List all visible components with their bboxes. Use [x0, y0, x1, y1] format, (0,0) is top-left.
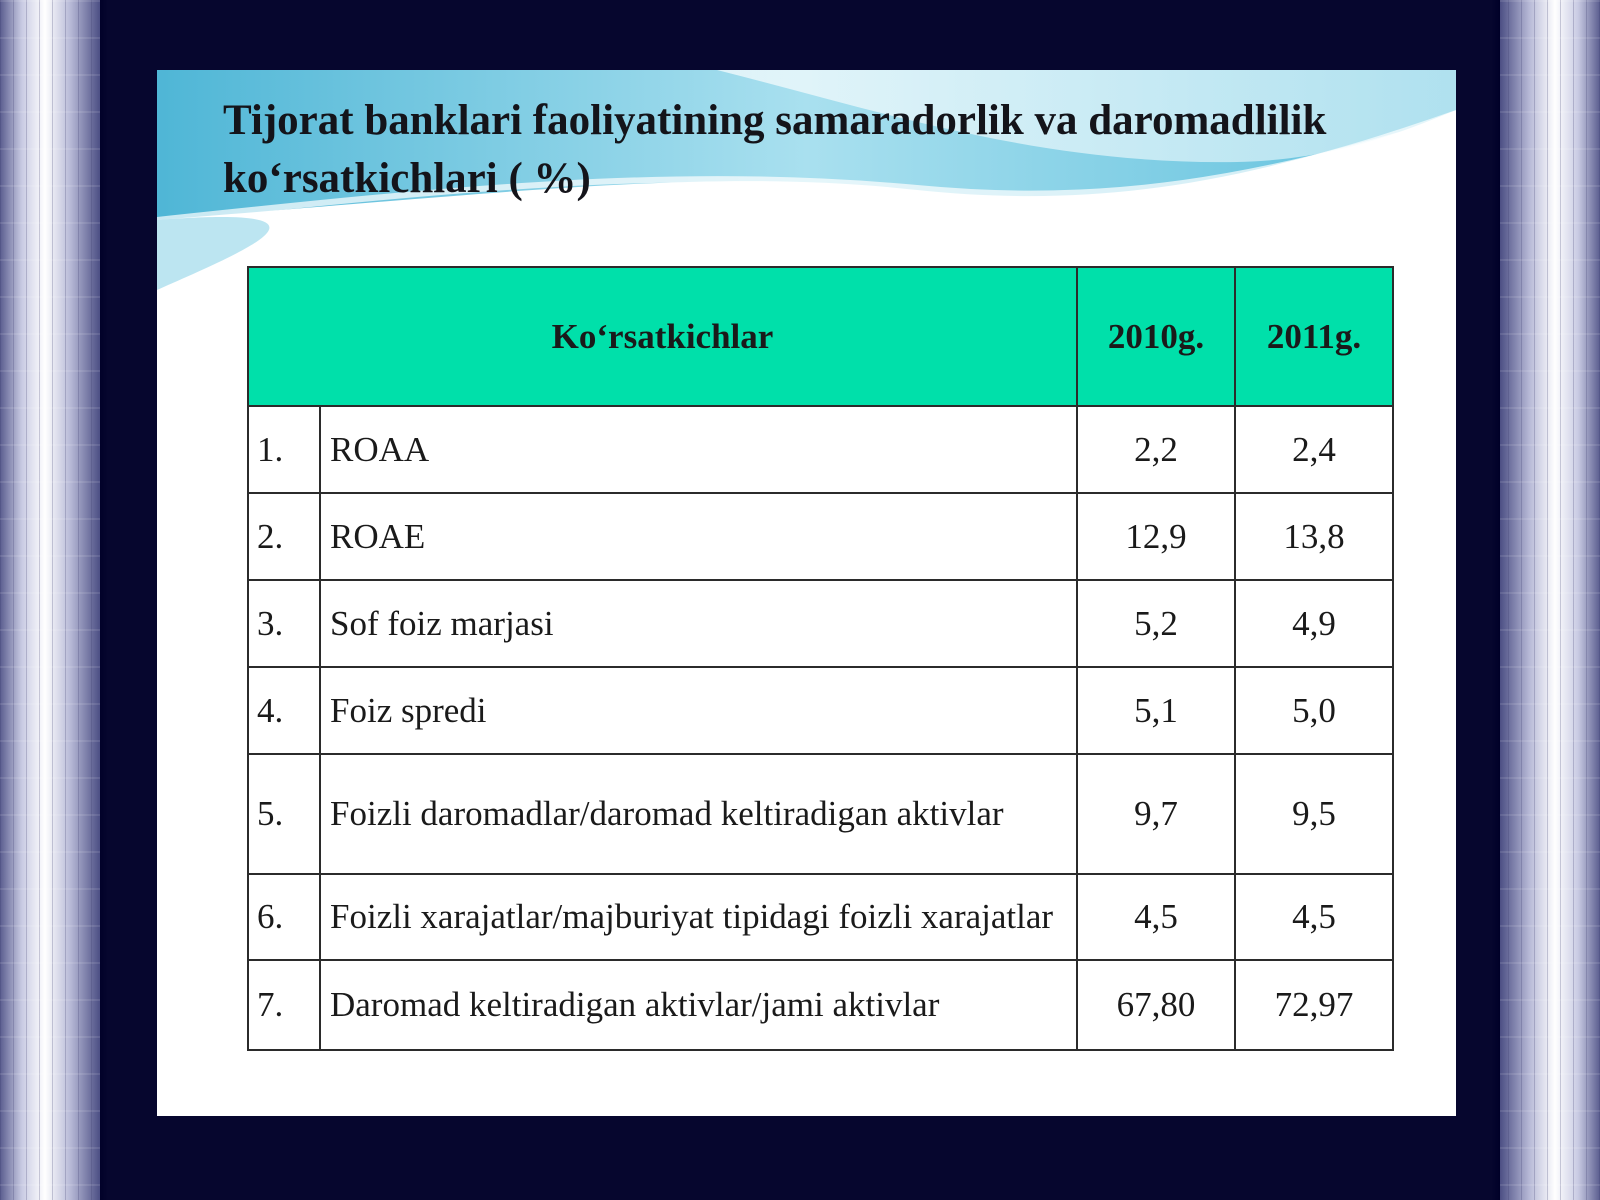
indicators-table — [247, 266, 1394, 1051]
value-2011: 72,97 — [1235, 960, 1393, 1050]
row-label: ROAA — [320, 406, 1077, 493]
value-2010: 67,80 — [1077, 960, 1235, 1050]
value-2011: 4,9 — [1235, 580, 1393, 667]
row-label: Sof foiz marjasi — [320, 580, 1077, 667]
slide — [157, 70, 1456, 1116]
table-row — [248, 874, 1393, 960]
value-2010: 5,2 — [1077, 580, 1235, 667]
table-row — [248, 580, 1393, 667]
header-2010: 2010g. — [1077, 267, 1235, 406]
row-label: Foizli xarajatlar/majburiyat tipidagi foizli xarajatlar — [320, 874, 1077, 960]
value-2011: 5,0 — [1235, 667, 1393, 754]
row-number: 5. — [248, 754, 320, 874]
table-row — [248, 406, 1393, 493]
value-2010: 2,2 — [1077, 406, 1235, 493]
row-number: 3. — [248, 580, 320, 667]
value-2011: 4,5 — [1235, 874, 1393, 960]
table-row — [248, 493, 1393, 580]
value-2011: 9,5 — [1235, 754, 1393, 874]
row-number: 2. — [248, 493, 320, 580]
row-number: 7. — [248, 960, 320, 1050]
table-row — [248, 754, 1393, 874]
row-number: 4. — [248, 667, 320, 754]
slide-title — [223, 92, 1403, 208]
value-2010: 5,1 — [1077, 667, 1235, 754]
value-2010: 12,9 — [1077, 493, 1235, 580]
row-label: Foizli daromadlar/daromad keltiradigan aktivlar — [320, 754, 1077, 874]
header-indicators: Ko‘rsatkichlar — [248, 267, 1077, 406]
slide-title-line-1: Tijorat banklari faoliyatining samaradorlik va daromadlilik — [223, 97, 1327, 144]
value-2010: 4,5 — [1077, 874, 1235, 960]
row-number: 6. — [248, 874, 320, 960]
row-label: Foiz spredi — [320, 667, 1077, 754]
header-2011: 2011g. — [1235, 267, 1393, 406]
value-2011: 2,4 — [1235, 406, 1393, 493]
row-label: Daromad keltiradigan aktivlar/jami aktivlar — [320, 960, 1077, 1050]
value-2010: 9,7 — [1077, 754, 1235, 874]
row-label: ROAE — [320, 493, 1077, 580]
right-decorative-pillar — [1500, 0, 1600, 1200]
value-2011: 13,8 — [1235, 493, 1393, 580]
table-header-row — [248, 267, 1393, 406]
table-row — [248, 960, 1393, 1050]
left-decorative-pillar — [0, 0, 100, 1200]
slide-title-line-2: ko‘rsatkichlari ( %) — [223, 155, 591, 202]
table-row — [248, 667, 1393, 754]
row-number: 1. — [248, 406, 320, 493]
